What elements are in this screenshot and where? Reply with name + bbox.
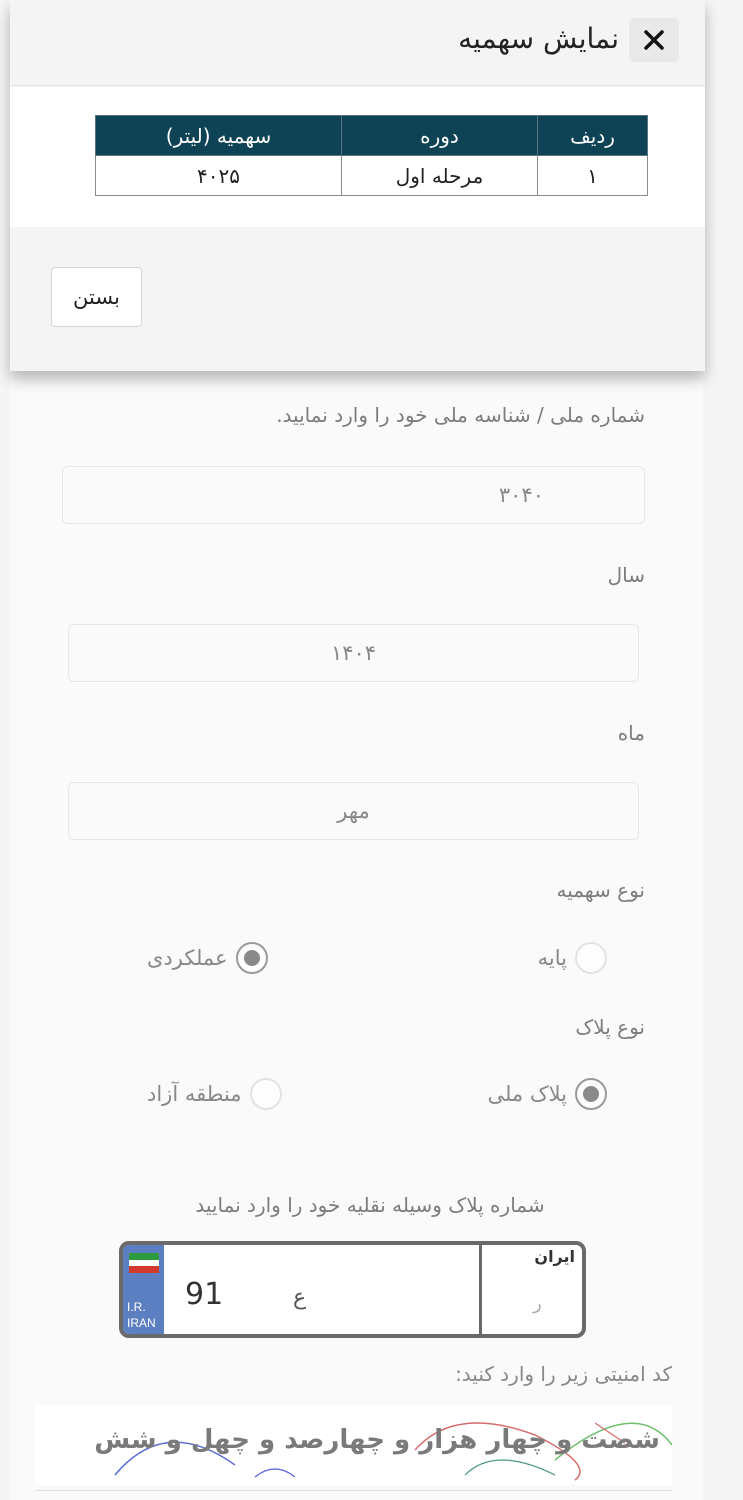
captcha-text: شصت و چهار هزار و چهارصد و چهل و شش xyxy=(94,1425,660,1455)
modal-header xyxy=(10,0,705,86)
modal-title: نمایش سهمیه xyxy=(458,22,619,55)
quota-type-performance-radio[interactable] xyxy=(236,942,268,974)
national-id-label: شماره ملی / شناسه ملی خود را وارد نمایید. xyxy=(276,403,645,427)
captcha-image xyxy=(35,1405,672,1485)
modal-body xyxy=(10,87,705,227)
year-label: سال xyxy=(607,563,645,587)
plate-type-free-zone-option[interactable] xyxy=(147,1078,282,1110)
license-plate-input[interactable] xyxy=(119,1241,586,1338)
plate-type-label: نوع پلاک xyxy=(575,1015,645,1039)
plate-type-national-option[interactable] xyxy=(487,1078,607,1110)
quota-type-base-option[interactable] xyxy=(538,942,607,974)
header-period: دوره xyxy=(342,116,538,156)
plate-region-label: ایران xyxy=(534,1247,575,1266)
captcha-label: کد امنیتی زیر را وارد کنید: xyxy=(455,1362,672,1386)
month-value: مهر xyxy=(337,799,370,823)
quota-type-label: نوع سهمیه xyxy=(556,878,645,902)
captcha-input-edge[interactable] xyxy=(35,1490,672,1500)
header-row-number: ردیف xyxy=(538,116,648,156)
modal-close-button[interactable] xyxy=(629,18,679,62)
quota-table-header xyxy=(96,116,648,156)
table-row xyxy=(96,156,648,196)
header-quota-liters: سهمیه (لیتر) xyxy=(96,116,342,156)
quota-modal xyxy=(10,0,705,371)
plate-type-free-zone-radio[interactable] xyxy=(250,1078,282,1110)
quota-type-performance-label: عملکردی xyxy=(147,946,228,970)
modal-footer xyxy=(10,227,705,371)
quota-type-base-radio[interactable] xyxy=(575,942,607,974)
plate-first-two-digits[interactable]: 91 xyxy=(185,1277,224,1312)
plate-country-code: I.R. IRAN xyxy=(127,1300,156,1330)
cell-quota: ۴۰۲۵ xyxy=(96,156,342,196)
plate-type-free-zone-label: منطقه آزاد xyxy=(147,1082,242,1106)
plate-type-national-label: پلاک ملی xyxy=(487,1082,567,1106)
plate-letter[interactable]: ع xyxy=(293,1285,307,1310)
plate-type-radio-group xyxy=(147,1076,607,1112)
iran-flag-icon xyxy=(129,1253,159,1273)
plate-region-digits[interactable]: ر xyxy=(533,1293,542,1314)
plate-type-national-radio[interactable] xyxy=(575,1078,607,1110)
month-label: ماه xyxy=(617,721,645,745)
year-field[interactable] xyxy=(68,624,639,682)
plate-label: شماره پلاک وسیله نقلیه خود را وارد نمایید xyxy=(195,1193,545,1217)
plate-separator xyxy=(479,1245,482,1334)
year-value: ۱۴۰۴ xyxy=(330,641,377,665)
plate-middle-digits[interactable] xyxy=(338,1265,468,1315)
cell-row-number: ۱ xyxy=(538,156,648,196)
quota-type-base-label: پایه xyxy=(537,946,567,970)
close-icon xyxy=(642,28,666,52)
quota-table xyxy=(95,115,648,196)
close-button[interactable]: بستن xyxy=(51,267,142,327)
quota-type-performance-option[interactable] xyxy=(147,942,268,974)
plate-country-strip xyxy=(123,1245,164,1334)
month-field[interactable] xyxy=(68,782,639,840)
cell-period: مرحله اول xyxy=(342,156,538,196)
national-id-field[interactable] xyxy=(62,466,645,524)
national-id-value: ۳۰۴۰ xyxy=(498,483,544,507)
quota-type-radio-group xyxy=(147,940,607,976)
